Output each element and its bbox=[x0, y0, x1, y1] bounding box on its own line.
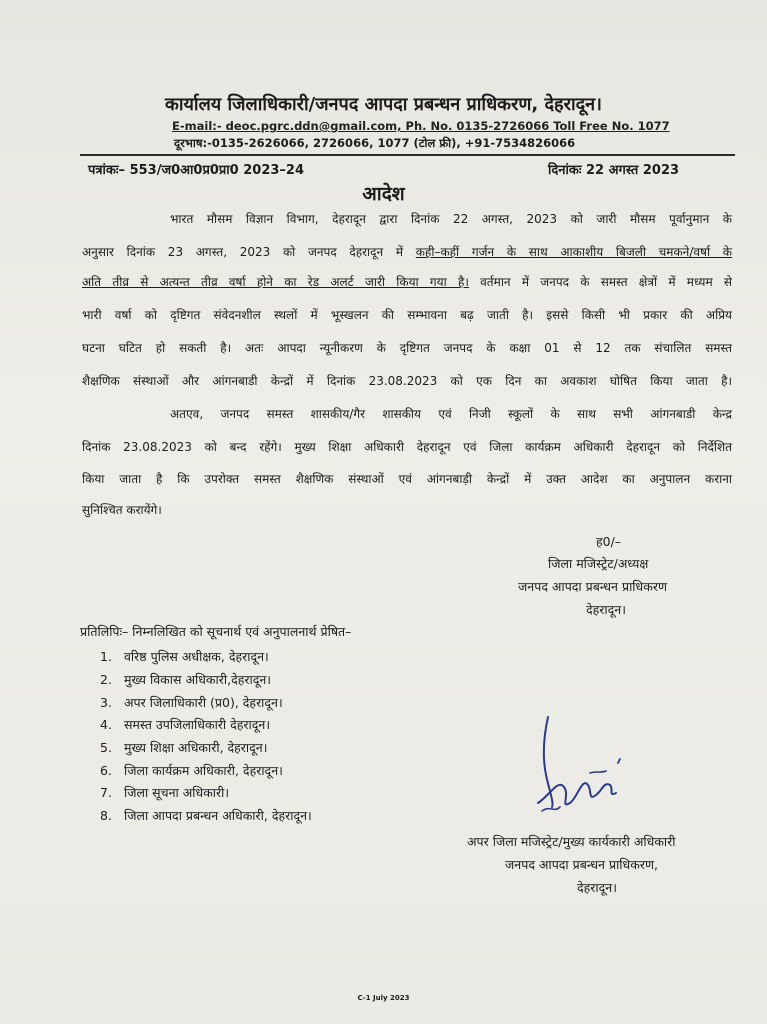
paragraph1-line2 bbox=[82, 245, 732, 259]
footer-note: C-1 July 2023 bbox=[357, 994, 410, 1002]
signatory1-authority: जनपद आपदा प्रबन्धन प्राधिकरण bbox=[518, 579, 667, 594]
letter-date: दिनांकः 22 अगस्त 2023 bbox=[548, 163, 680, 178]
paragraph1-line6: शैक्षणिक संस्थाओं और आंगनबाडी केन्द्रों में दिनांक 23.08.2023 को एक दिन का अवकाश घोषित किया जाता है। bbox=[82, 374, 732, 388]
list-item: 3. अपर जिलाधिकारी (प्र0), देहरादून। bbox=[100, 695, 283, 710]
header-phone-line: दूरभाष:-0135-2626066, 2726066, 1077 (टोल फ्री), +91-7534826066 bbox=[174, 136, 576, 150]
paragraph1-line4: भारी वर्षा को दृष्टिगत संवेदनशील स्थलों में भूस्खलन की सम्भावना बढ़ जाती है। इससे किसी भी प्रकार की अप्रिय bbox=[82, 308, 732, 322]
paragraph1-line2-underlined: कही–कहीं गर्जन के साथ आकाशीय बिजली चमकने/वर्षा के bbox=[415, 245, 733, 259]
order-title: आदेश bbox=[362, 183, 405, 205]
copy-to-heading: प्रतिलिपिः– निम्नलिखित को सूचनार्थ एवं अनुपालनार्थ प्रेषित– bbox=[80, 624, 352, 639]
list-item: 7. जिला सूचना अधिकारी। bbox=[100, 785, 230, 800]
paragraph2-line3: किया जाता है कि उपरोक्त समस्त शैक्षणिक संस्थाओं एवं आंगनबाड़ी केन्द्रों में उक्त आदेश का अनुपालन कराना bbox=[82, 472, 732, 486]
list-item: 2. मुख्य विकास अधिकारी,देहरादून। bbox=[100, 672, 272, 687]
paragraph1-line3-underlined: अति तीव्र से अत्यन्त तीव्र वर्षा होने का रेड अलर्ट जारी किया गया है। bbox=[82, 275, 469, 289]
list-item: 5. मुख्य शिक्षा अधिकारी, देहरादून। bbox=[100, 740, 268, 755]
paragraph2-line4: सुनिश्चित करायेंगे। bbox=[82, 503, 162, 517]
paragraph2-line1: अतएव, जनपद समस्त शासकीय/गैर शासकीय एवं निजी स्कूलों के साथ सभी आंगनबाडी केन्द्र bbox=[170, 407, 732, 421]
office-header-title: कार्यालय जिलाधिकारी/जनपद आपदा प्रबन्धन प्राधिकरण, देहरादून। bbox=[165, 94, 602, 115]
list-item: 6. जिला कार्यक्रम अधिकारी, देहरादून। bbox=[100, 763, 283, 778]
signatory2-designation: अपर जिला मजिस्ट्रेट/मुख्य कार्यकारी अधिकारी bbox=[467, 834, 676, 849]
paragraph1-line1: भारत मौसम विज्ञान विभाग, देहरादून द्वारा दिनांक 22 अगस्त, 2023 को जारी मौसम पूर्वानुमान के bbox=[170, 212, 732, 226]
list-item: 4. समस्त उपजिलाधिकारी देहरादून। bbox=[100, 717, 271, 732]
header-email-line: E-mail:- deoc.pgrc.ddn@gmail.com, Ph. No. 0135-2726066 Toll Free No. 1077 bbox=[172, 119, 670, 133]
handwritten-signature bbox=[530, 715, 640, 820]
signatory1-signed: ह0/– bbox=[596, 534, 622, 549]
list-item: 1. वरिष्ठ पुलिस अधीक्षक, देहरादून। bbox=[100, 649, 269, 664]
paragraph1-line3-text: वर्तमान में जनपद के समस्त क्षेत्रों में मध्यम से bbox=[468, 275, 732, 289]
paragraph1-line2-text: अनुसार दिनांक 23 अगस्त, 2023 को जनपद देहरादून में bbox=[82, 245, 416, 259]
signatory2-authority: जनपद आपदा प्रबन्धन प्राधिकरण, bbox=[505, 857, 658, 872]
paragraph2-line2: दिनांक 23.08.2023 को बन्द रहेंगे। मुख्य शिक्षा अधिकारी देहरादून एवं जिला कार्यक्रम अधिकारी देहरादून को निर्देशित bbox=[82, 440, 732, 454]
letter-reference-number: पत्रांकः– 553/ज0आ0प्र0प्रा0 2023–24 bbox=[88, 163, 305, 178]
paragraph1-line5: घटना घटित हो सकती है। अतः आपदा न्यूनीकरण के दृष्टिगत जनपद के कक्षा 01 से 12 तक संचालित समस्त bbox=[82, 341, 732, 355]
signatory2-place: देहरादून। bbox=[577, 880, 617, 895]
signatory1-designation: जिला मजिस्ट्रेट/अध्यक्ष bbox=[548, 556, 649, 571]
paragraph1-line3 bbox=[82, 275, 732, 289]
header-divider bbox=[80, 154, 735, 156]
list-item: 8. जिला आपदा प्रबन्धन अधिकारी, देहरादून। bbox=[100, 808, 312, 823]
signatory1-place: देहरादून। bbox=[586, 602, 626, 617]
